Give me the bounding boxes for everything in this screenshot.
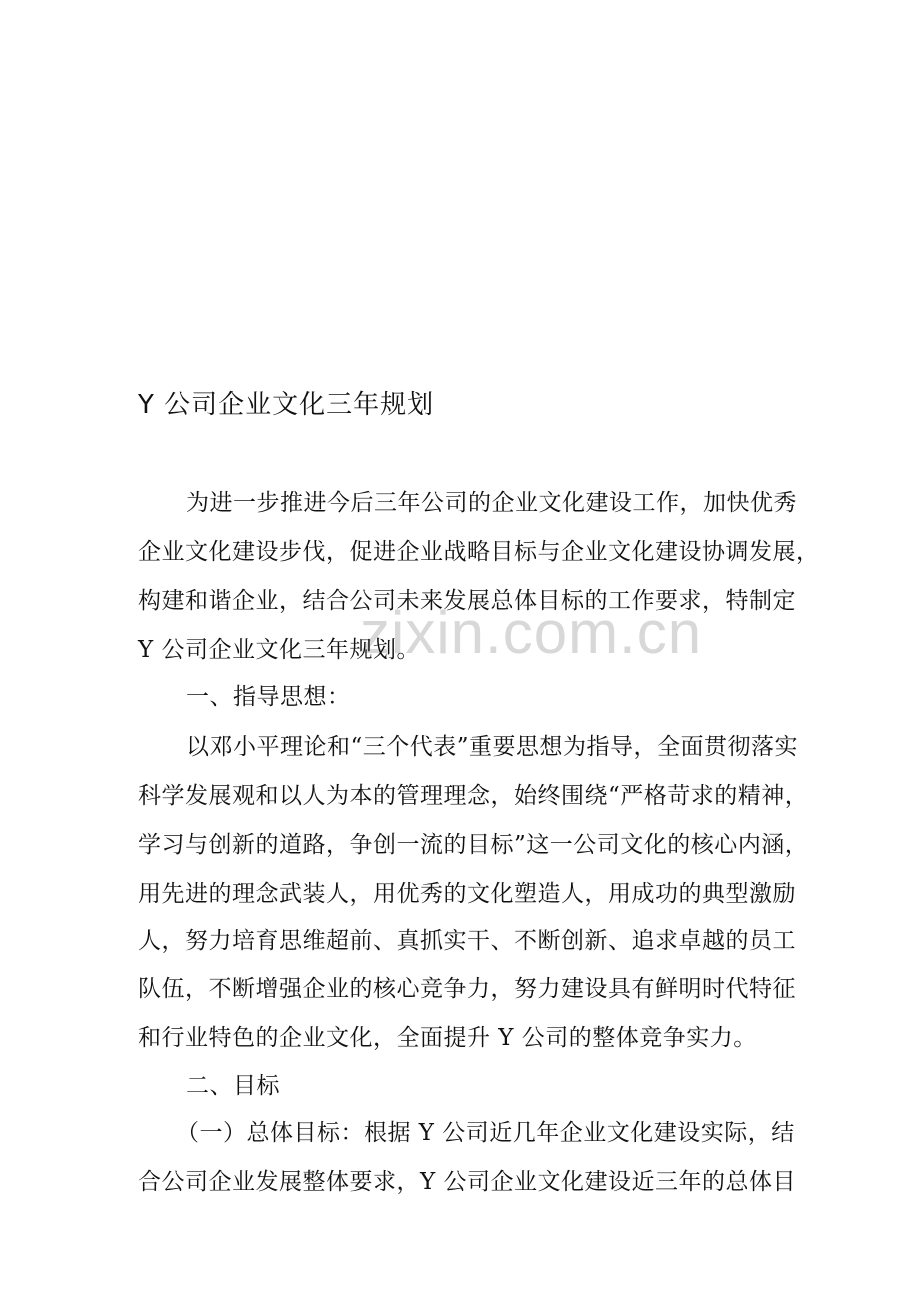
watermark: zixin.com.cn xyxy=(360,599,703,666)
paragraph-line: 科学发展观和以人为本的管理理念，始终围绕“严格苛求的精神， xyxy=(138,783,809,809)
section-heading: 一、指导思想： xyxy=(186,684,351,710)
paragraph-line: 人，努力培育思维超前、真抓实干、不断创新、追求卓越的员工 xyxy=(138,928,796,954)
paragraph-line: 以邓小平理论和“三个代表”重要思想为指导，全面贯彻落实 xyxy=(186,734,799,760)
section-heading: 二、目标 xyxy=(186,1073,280,1099)
paragraph-line: （一）总体目标：根据 Y 公司近几年企业文化建设实际，结 xyxy=(176,1120,795,1146)
paragraph-line: 为进一步推进今后三年公司的企业文化建设工作，加快优秀 xyxy=(186,490,797,516)
paragraph-line: 学习与创新的道路，争创一流的目标”这一公司文化的核心内涵， xyxy=(138,832,809,858)
paragraph-line: 构建和谐企业，结合公司未来发展总体目标的工作要求，特制定 xyxy=(138,588,796,614)
paragraph-line: 队伍，不断增强企业的核心竞争力，努力建设具有鲜明时代特征 xyxy=(138,976,796,1002)
paragraph-line: 合公司企业发展整体要求，Y 公司企业文化建设近三年的总体目 xyxy=(138,1169,796,1195)
paragraph-line: 用先进的理念武装人，用优秀的文化塑造人，用成功的典型激励 xyxy=(138,881,796,907)
document-title: Y 公司企业文化三年规划 xyxy=(138,390,435,420)
paragraph-line: 和行业特色的企业文化，全面提升 Y 公司的整体竞争实力。 xyxy=(138,1025,757,1051)
paragraph-line: 企业文化建设步伐，促进企业战略目标与企业文化建设协调发展， xyxy=(138,539,820,565)
paragraph-line: Y 公司企业文化三年规划。 xyxy=(138,637,420,663)
